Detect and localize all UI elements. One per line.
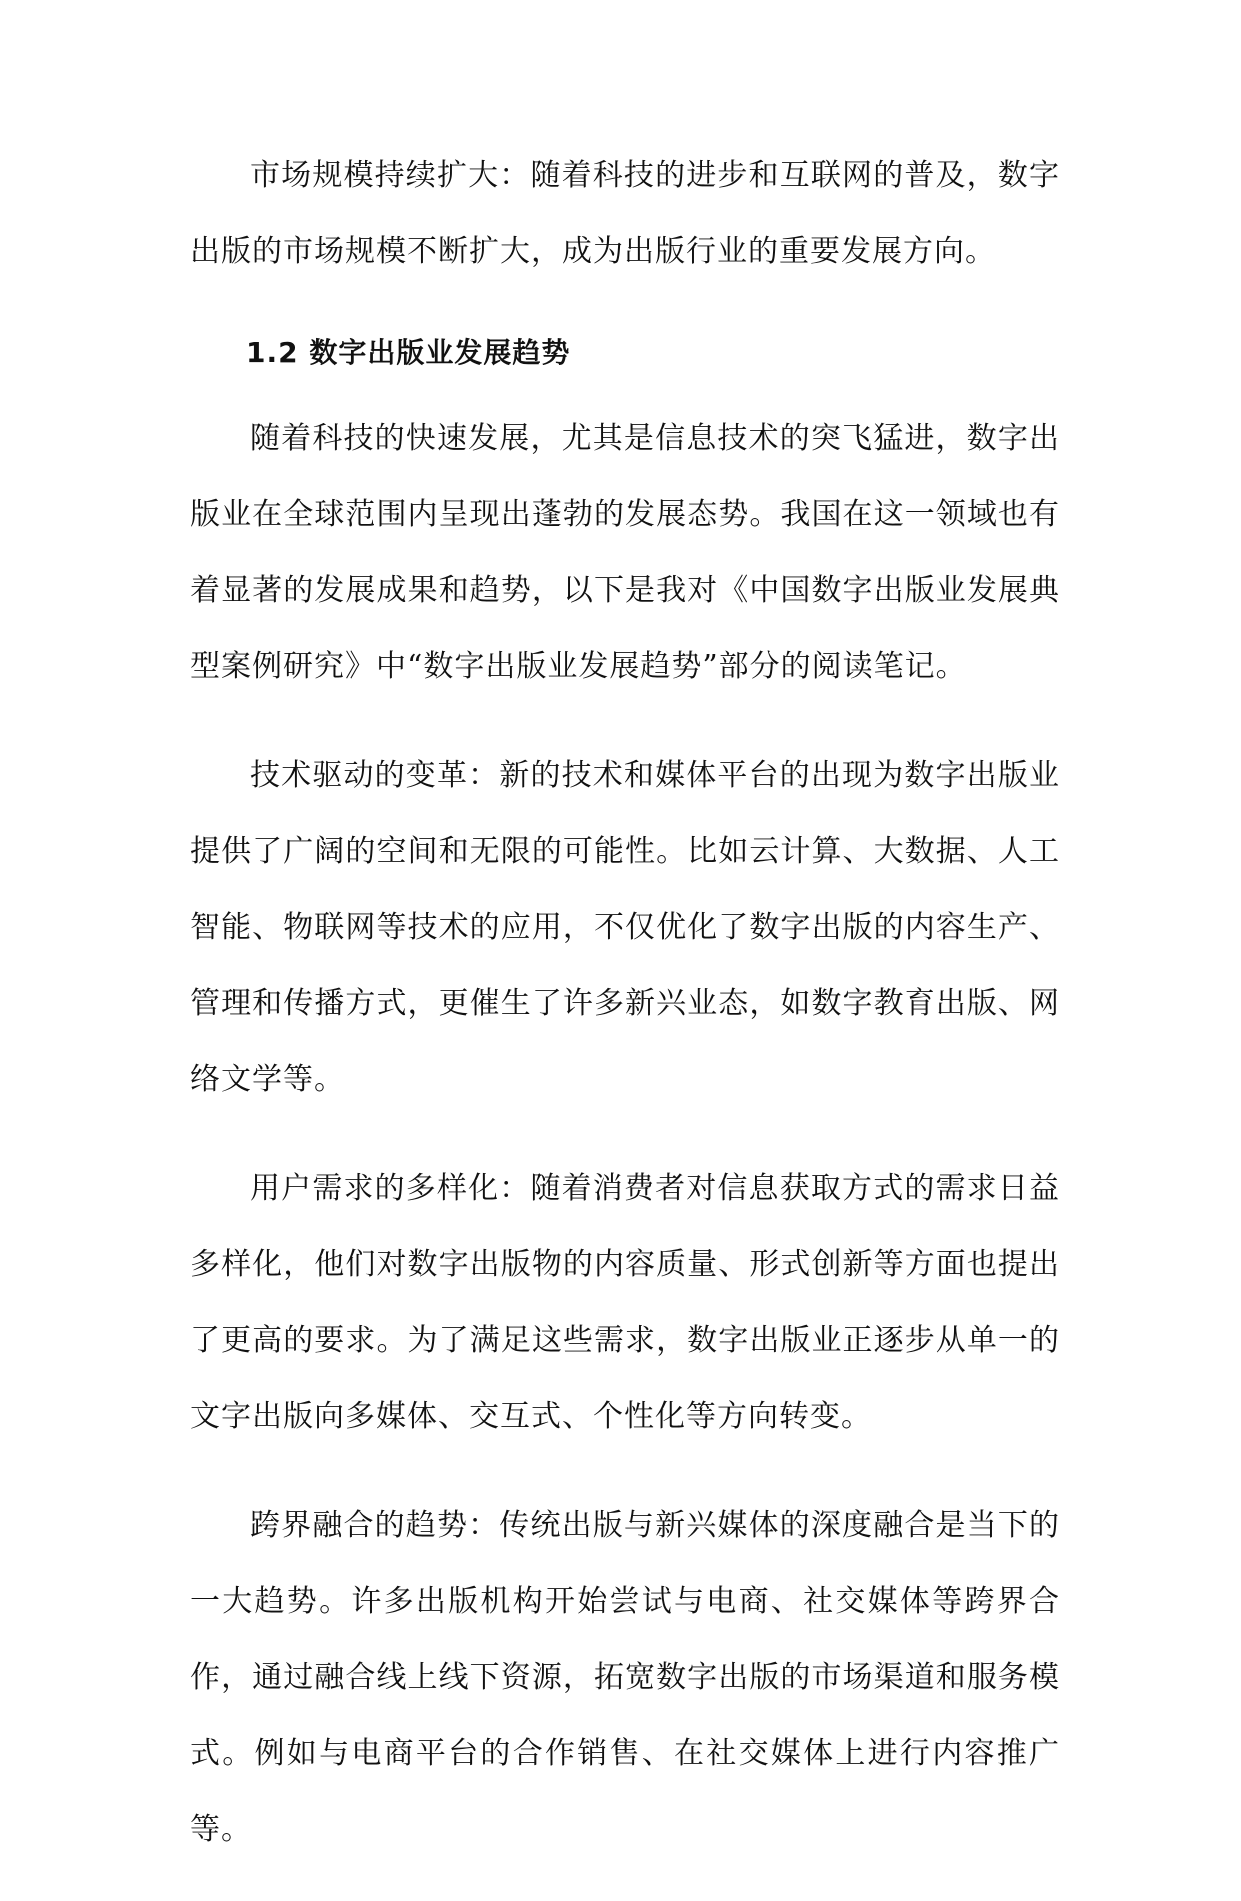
paragraph-market-scale: 市场规模持续扩大：随着科技的进步和互联网的普及，数字出版的市场规模不断扩大，成为出版行业的重要发展方向。 xyxy=(190,158,1060,269)
section-heading: 1.2 数字出版业发展趋势 xyxy=(246,336,571,369)
paragraph-intro: 随着科技的快速发展，尤其是信息技术的突飞猛进，数字出版业在全球范围内呈现出蓬勃的发展态势。我国在这一领域也有着显著的发展成果和趋势，以下是我对《中国数字出版业发展典型案例研究》中“数字出版业发展趋势”部分的阅读笔记。 xyxy=(190,421,1060,684)
paragraph-crossover: 跨界融合的趋势：传统出版与新兴媒体的深度融合是当下的一大趋势。许多出版机构开始尝试与电商、社交媒体等跨界合作，通过融合线上线下资源，拓宽数字出版的市场渠道和服务模式。例如与电商平台的合作销售、在社交媒体上进行内容推广等。 xyxy=(190,1508,1060,1847)
paragraph-user-demand: 用户需求的多样化：随着消费者对信息获取方式的需求日益多样化，他们对数字出版物的内容质量、形式创新等方面也提出了更高的要求。为了满足这些需求，数字出版业正逐步从单一的文字出版向多媒体、交互式、个性化等方向转变。 xyxy=(190,1171,1060,1434)
document-body xyxy=(190,138,1060,1901)
paragraph-technology: 技术驱动的变革：新的技术和媒体平台的出现为数字出版业提供了广阔的空间和无限的可能性。比如云计算、大数据、人工智能、物联网等技术的应用，不仅优化了数字出版的内容生产、管理和传播方式，更催生了许多新兴业态，如数字教育出版、网络文学等。 xyxy=(190,758,1060,1097)
